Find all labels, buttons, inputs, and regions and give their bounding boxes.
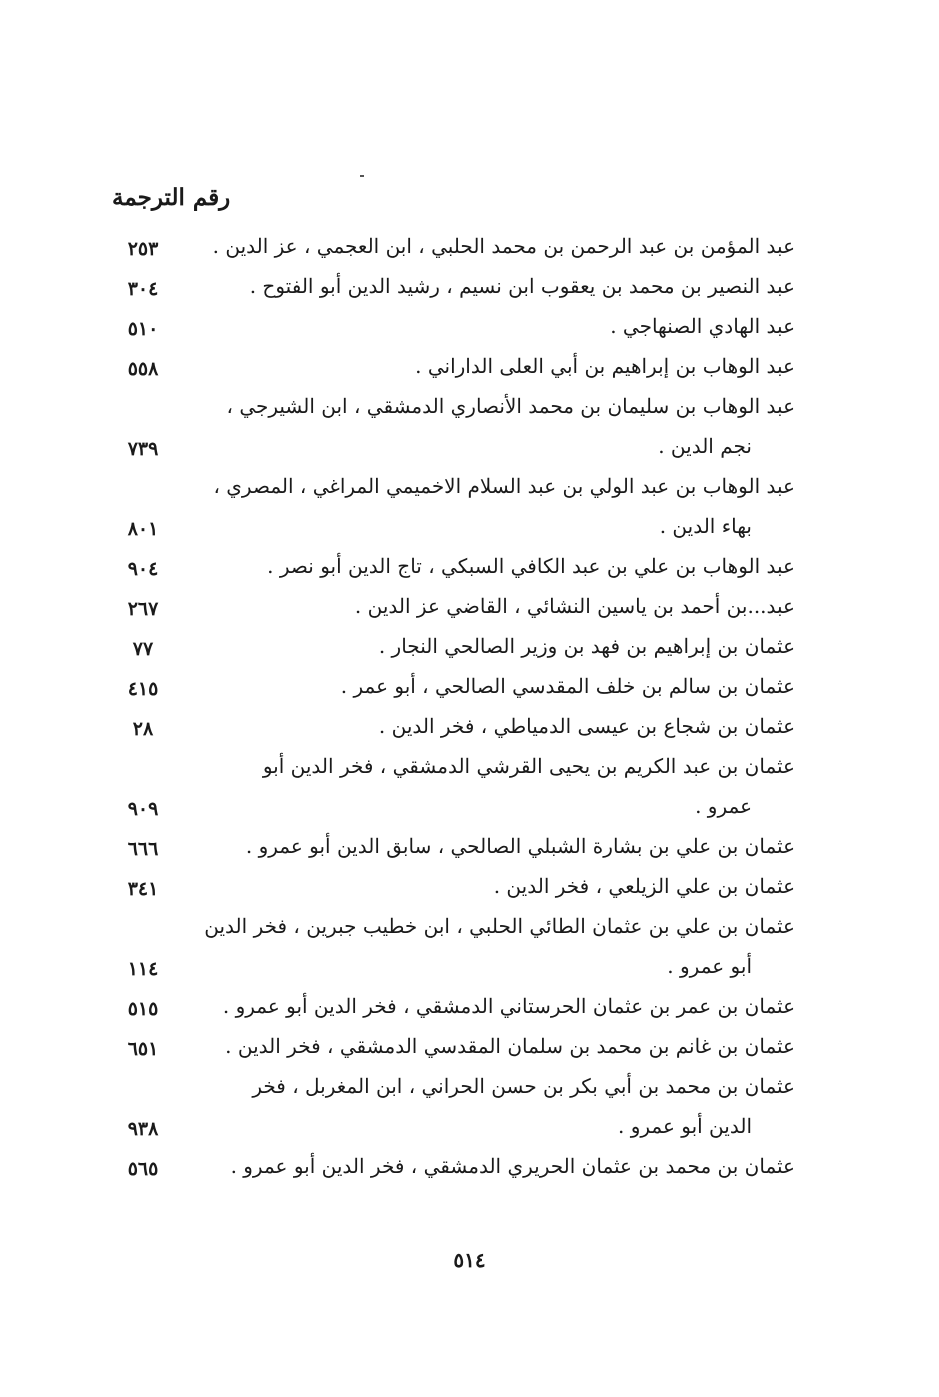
index-entries [110,226,800,1186]
entry-number: ٤١٥ [127,678,159,700]
entry-number: ٥١٥ [127,998,159,1020]
entry-name: عثمان بن محمد بن عثمان الحريري الدمشقي ، فخر الدين أبو عمرو . [230,1154,795,1178]
entry-name: عثمان بن سالم بن خلف المقدسي الصالحي ، أبو عمر . [340,674,795,698]
index-entry [110,1146,800,1186]
entry-name: عثمان بن علي الزيلعي ، فخر الدين . [493,874,795,898]
index-entry [110,546,800,586]
index-entry [110,706,800,746]
index-entry [110,666,800,706]
index-entry [110,866,800,906]
entry-number: ٩٠٩ [127,798,159,820]
entry-number: ٢٥٣ [127,238,159,260]
entry-name: عثمان بن غانم بن محمد بن سلمان المقدسي الدمشقي ، فخر الدين . [225,1034,795,1058]
entry-name-continuation: أبو عمرو . [667,954,752,978]
entry-number: ٥٦٥ [127,1158,159,1180]
entry-number: ٥٥٨ [127,358,159,380]
index-entry [110,386,800,466]
entry-name: عبد الوهاب بن إبراهيم بن أبي العلى الداراني . [415,354,795,378]
index-entry [110,226,800,266]
entry-number: ٩٣٨ [127,1118,159,1140]
index-entry [110,306,800,346]
entry-name: عثمان بن إبراهيم بن فهد بن وزير الصالحي النجار . [378,634,795,658]
entry-name: عثمان بن علي بن عثمان الطائي الحلبي ، ابن خطيب جبرين ، فخر الدين [204,914,795,938]
index-entry [110,266,800,306]
entry-number: ٧٧ [132,638,154,660]
entry-name: عثمان بن شجاع بن عيسى الدمياطي ، فخر الدين . [378,714,795,738]
entry-name-continuation: عمرو . [695,794,752,818]
index-entry [110,1066,800,1146]
entry-name: عبد الوهاب بن علي بن عبد الكافي السبكي ، تاج الدين أبو نصر . [267,554,795,578]
index-entry [110,1026,800,1066]
entry-number: ٢٨ [132,718,154,740]
entry-number: ٦٥١ [127,1038,159,1060]
index-entry [110,986,800,1026]
entry-number: ٩٠٤ [127,558,159,580]
index-entry [110,906,800,986]
entry-name-continuation: بهاء الدين . [659,514,752,538]
page-number: ٥١٤ [453,1248,486,1272]
entry-number: ٢٦٧ [127,598,159,620]
entry-name-continuation: نجم الدين . [658,434,752,458]
entry-name-continuation: الدين أبو عمرو . [617,1114,752,1138]
column-header-translation-number: رقم الترجمة [112,184,231,211]
entry-number: ٨٠١ [127,518,159,540]
index-entry [110,346,800,386]
entry-number: ٦٦٦ [127,838,159,860]
entry-name: عثمان بن محمد بن أبي بكر بن حسن الحراني ، ابن المغربل ، فخر [252,1074,795,1098]
entry-name: عثمان بن عمر بن عثمان الحرستاني الدمشقي ، فخر الدين أبو عمرو . [222,994,795,1018]
entry-name: عبد...بن أحمد بن ياسين النشائي ، القاضي عز الدين . [354,594,795,618]
entry-name: عبد الهادي الصنهاجي . [610,314,795,338]
entry-number: ٥١٠ [127,318,159,340]
index-entry [110,466,800,546]
entry-name: عثمان بن علي بن بشارة الشبلي الصالحي ، سابق الدين أبو عمرو . [245,834,795,858]
entry-name: عبد المؤمن بن عبد الرحمن بن محمد الحلبي ، ابن العجمي ، عز الدين . [212,234,795,258]
index-entry [110,586,800,626]
entry-name: عبد الوهاب بن عبد الولي بن عبد السلام الاخميمي المراغي ، المصري ، [213,474,795,498]
index-entry [110,626,800,666]
index-entry [110,826,800,866]
entry-name: عبد الوهاب بن سليمان بن محمد الأنصاري الدمشقي ، ابن الشيرجي ، [226,394,795,418]
index-entry [110,746,800,826]
entry-number: ١١٤ [127,958,159,980]
entry-number: ٣٤١ [127,878,159,900]
speck-mark [360,175,364,177]
entry-name: عبد النصير بن محمد بن يعقوب ابن نسيم ، رشيد الدين أبو الفتوح . [249,274,795,298]
entry-name: عثمان بن عبد الكريم بن يحيى القرشي الدمشقي ، فخر الدين أبو [262,754,795,778]
entry-number: ٣٠٤ [127,278,159,300]
entry-number: ٧٣٩ [127,438,159,460]
